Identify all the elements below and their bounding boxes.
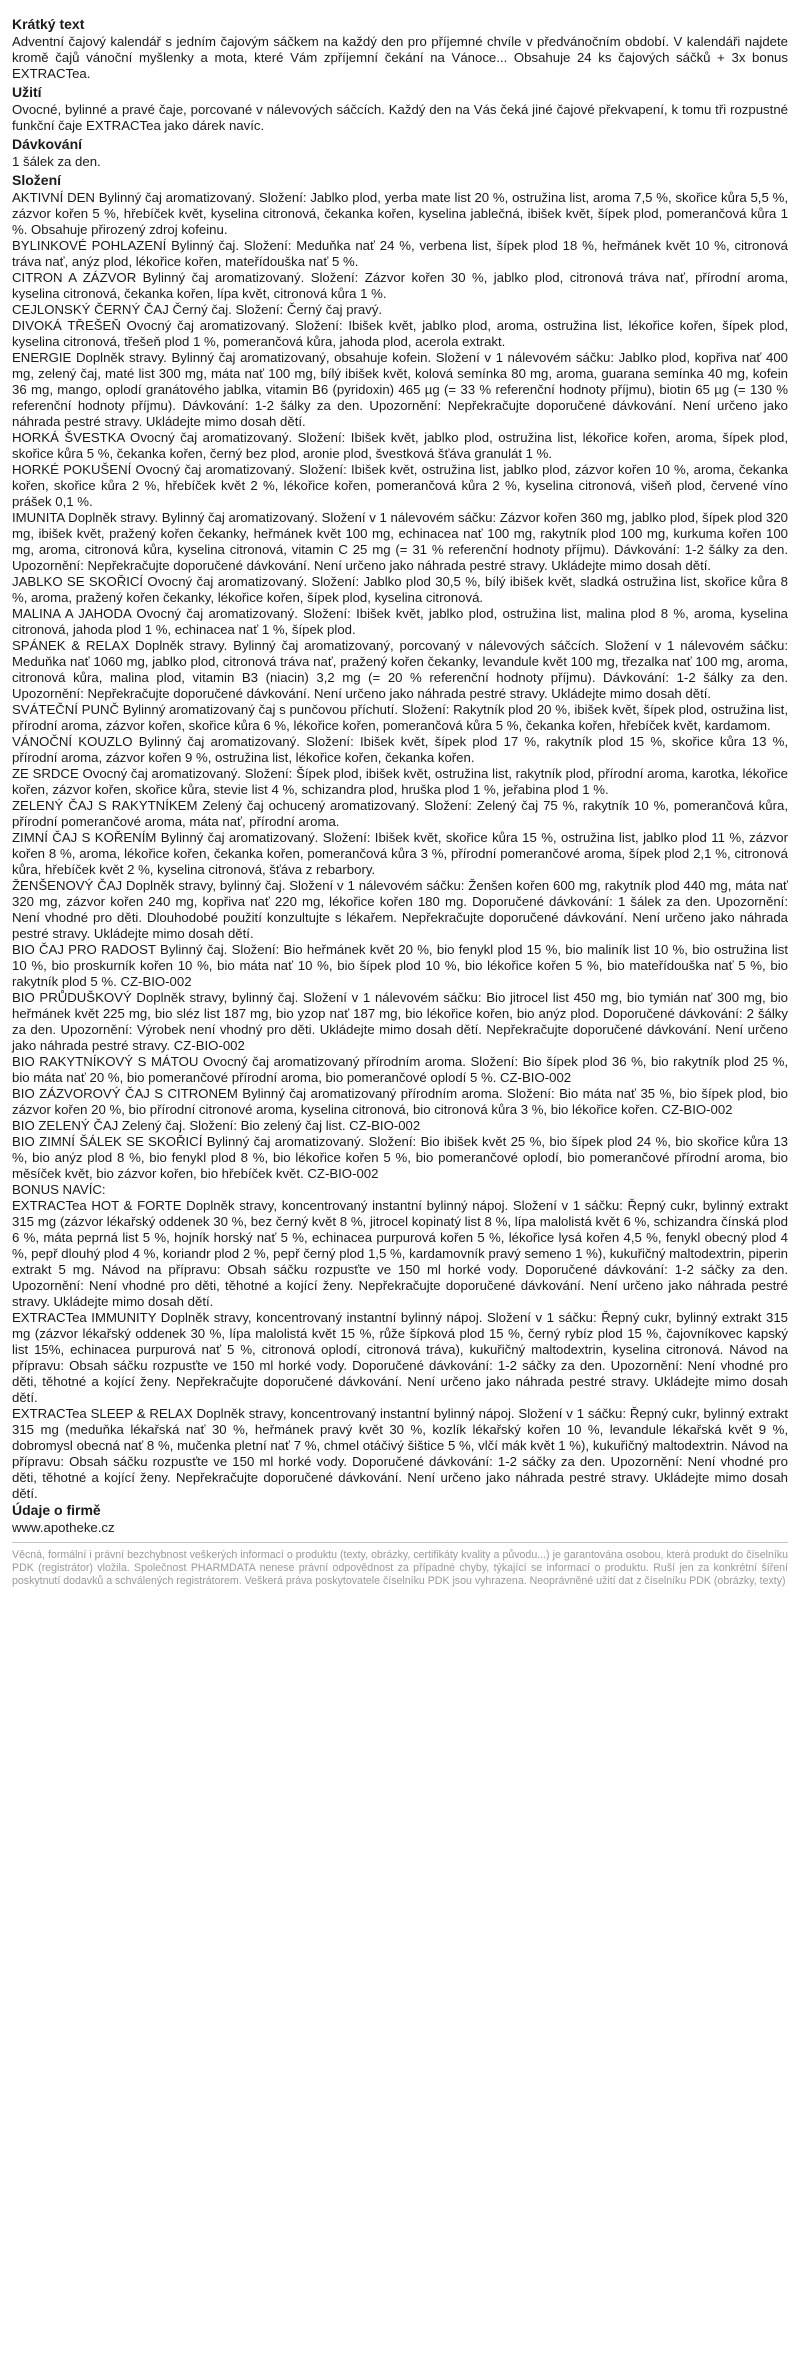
- composition-item: BIO ZELENÝ ČAJ Zelený čaj. Složení: Bio zelený čaj list. CZ-BIO-002: [12, 1118, 421, 1133]
- composition-item: MALINA A JAHODA Ovocný čaj aromatizovaný. Složení: Ibišek květ, jablko plod, ostružina list, malina plod 8 %, aroma, kyselina citronová, jahoda plod 1 %, echinacea nať 1 %, šípek plod.: [12, 606, 788, 637]
- composition-item: ENERGIE Doplněk stravy. Bylinný čaj aromatizovaný, obsahuje kofein. Složení v 1 nálevovém sáčku: Jablko plod, kopřiva nať 400 mg, zelený čaj, maté list 300 mg, máta nať 100 mg, bílý ibišek květ, kolová semínka 80 mg, aroma, guarana semínka 40 mg, kofein 36 mg, mango, oplodí granátového jablka, vitamin B6 (pyridoxin) 465 µg (= 33 % referenční hodnoty příjmu), biotin 65 µg (= 130 % referenční hodnoty příjmu). Dávkování: 1-2 šálky za den. Upozornění: Nepřekračujte doporučené dávkování. Není určeno jako náhrada pestré stravy. Ukládejte mimo dosah dětí.: [12, 350, 788, 429]
- composition-item: BIO PRŮDUŠKOVÝ Doplněk stravy, bylinný čaj. Složení v 1 nálevovém sáčku: Bio jitrocel list 450 mg, bio tymián nať 300 mg, bio heřmánek květ 225 mg, bio sléz list 187 mg, bio yzop nať 187 mg, bio lékořice kořen, bio anýz plod. Doporučené dávkování: 2 šálky za den. Upozornění: Výrobek není vhodný pro děti. Ukládejte mimo dosah dětí. Nepřekračujte doporučené dávkování. Není určeno jako náhrada pestré stravy. CZ-BIO-002: [12, 990, 788, 1053]
- short-text-body: Adventní čajový kalendář s jedním čajovým sáčkem na každý den pro příjemné chvíle v předvánočním období. V kalendáři najdete kromě čajů vánoční myšlenky a mota, které Vám zpříjemní čekání na Vánoce... Obsahuje 24 ks čajových sáčků + 3x bonus EXTRACTea.: [12, 34, 788, 81]
- composition-item: BIO ZÁZVOROVÝ ČAJ S CITRONEM Bylinný čaj aromatizovaný přírodním aroma. Složení: Bio máta nať 35 %, bio šípek plod, bio zázvor kořen 20 %, bio přírodní citronové aroma, kyselina citronová, bio citronová kůra 3 %, bio lékořice kořen. CZ-BIO-002: [12, 1086, 788, 1117]
- composition-item: BONUS NAVÍC:: [12, 1182, 106, 1197]
- composition-list: [12, 190, 788, 1502]
- short-text-heading: Krátký text: [12, 16, 85, 32]
- composition-item: ZE SRDCE Ovocný čaj aromatizovaný. Složení: Šípek plod, ibišek květ, ostružina list, rakytník plod, přírodní aroma, karotka, lékořice kořen, zázvor kořen, skořice kůra, stevie list 4 %, schizandra plod, hruška plod 1 %, jeřabina plod 1 %.: [12, 766, 788, 797]
- company-website-link[interactable]: www.apotheke.cz: [12, 1520, 115, 1535]
- composition-item: CITRON A ZÁZVOR Bylinný čaj aromatizovaný. Složení: Zázvor kořen 30 %, jablko plod, citronová tráva nať, přírodní aroma, kyselina citronová, čekanka kořen, lípa květ, citronová kůra 1 %.: [12, 270, 788, 301]
- usage-heading: Užití: [12, 84, 42, 100]
- composition-item: SVÁTEČNÍ PUNČ Bylinný aromatizovaný čaj s punčovou příchutí. Složení: Rakytník plod 20 %, ibišek květ, šípek plod, ostružina list, přírodní aroma, zázvor kořen, skořice kůra 6 %, lékořice kořen, pomerančová kůra 5 %, čekanka kořen, hřebíček květ, kardamom.: [12, 702, 788, 733]
- composition-item: EXTRACTea SLEEP & RELAX Doplněk stravy, koncentrovaný instantní bylinný nápoj. Složení v 1 sáčku: Řepný cukr, bylinný extrakt 315 mg (meduňka lékařská nať 30 %, heřmánek pravý květ 30 %, kozlík lékařský kořen 10 %, levandule lékařská květ 9 %, dobromysl obecná nať 8 %, mučenka pletní nať 7 %, chmel otáčivý šištice 5 %, vlčí mák květ 1 %), kukuřičný maltodextrin. Návod na přípravu: Obsah sáčku rozpusťte ve 150 ml horké vody. Doporučené dávkování: 1-2 sáčky za den. Upozornění: Není vhodné pro děti, těhotné a kojící ženy. Nepřekračujte doporučené dávkování. Není určeno jako náhrada pestré stravy. Ukládejte mimo dosah dětí.: [12, 1406, 788, 1501]
- dosage-body: 1 šálek za den.: [12, 154, 101, 169]
- composition-item: ŽENŠENOVÝ ČAJ Doplněk stravy, bylinný čaj. Složení v 1 nálevovém sáčku: Ženšen kořen 600 mg, rakytník plod 440 mg, máta nať 320 mg, zázvor kořen 240 mg, kopřiva nať 220 mg, lékořice kořen 180 mg. Doporučené dávkování: 1 šálek za den. Upozornění: Není vhodné pro děti. Dlouhodobé použití konzultujte s lékařem. Nepřekračujte doporučené dávkování. Není určeno jako náhrada pestré stravy. Ukládejte mimo dosah dětí.: [12, 878, 788, 941]
- composition-item: BIO ZIMNÍ ŠÁLEK SE SKOŘICÍ Bylinný čaj aromatizovaný. Složení: Bio ibišek květ 25 %, bio šípek plod 24 %, bio skořice kůra 13 %, bio anýz plod 8 %, bio fenykl plod 8 %, bio lékořice kořen 5 %, bio pomerančové oplodí, bio pomerančové přírodní aroma, bio měsíček květ, bio zázvor kořen, bio hřebíček květ. CZ-BIO-002: [12, 1134, 788, 1181]
- usage-body: Ovocné, bylinné a pravé čaje, porcované v nálevových sáčcích. Každý den na Vás čeká jiné čajové překvapení, k tomu tři rozpustné funkční čaje EXTRACTea jako dárek navíc.: [12, 102, 788, 133]
- composition-item: VÁNOČNÍ KOUZLO Bylinný čaj aromatizovaný. Složení: Ibišek květ, šípek plod 17 %, rakytník plod 15 %, skořice kůra 13 %, přírodní aroma, zázvor kořen 9 %, ostružina list, lékořice kořen, čekanka kořen.: [12, 734, 788, 765]
- composition-item: AKTIVNÍ DEN Bylinný čaj aromatizovaný. Složení: Jablko plod, yerba mate list 20 %, ostružina list, aroma 7,5 %, skořice kůra 5,5 %, zázvor kořen 5 %, hřebíček květ, kyselina citronová, čekanka kořen, kyselina jablečná, ibišek květ, šípek plod, pomerančová kůra 1 %. Obsahuje přirozený zdroj kofeinu.: [12, 190, 788, 237]
- composition-item: BYLINKOVÉ POHLAZENÍ Bylinný čaj. Složení: Meduňka nať 24 %, verbena list, šípek plod 18 %, heřmánek květ 10 %, citronová tráva nať, anýz plod, lékořice kořen, mateřídouška nať 5 %.: [12, 238, 788, 269]
- composition-item: HORKÉ POKUŠENÍ Ovocný čaj aromatizovaný. Složení: Ibišek květ, ostružina list, jablko plod, zázvor kořen 10 %, aroma, čekanka kořen, skořice kůra 2 %, hřebíček květ 2 %, lékořice kořen, pomerančová kůra 2 %, kyselina citronová, višeň plod, červené víno prášek 0,1 %.: [12, 462, 788, 509]
- composition-item: EXTRACTea IMMUNITY Doplněk stravy, koncentrovaný instantní bylinný nápoj. Složení v 1 sáčku: Řepný cukr, bylinný extrakt 315 mg (zázvor lékařský oddenek 30 %, lípa malolistá květ 15 %, růže šípková plod 15 %, černý rybíz plod 15 %, čajovníkovec kapský list 15%, echinacea purpurová nať 5 %, citronová oplodí, citronová tráva), kukuřičný maltodextrin, kyselina citronová. Návod na přípravu: Obsah sáčku rozpusťte ve 150 ml horké vody. Doporučené dávkování: 1-2 sáčky za den. Upozornění: Není vhodné pro děti, těhotné a kojící ženy. Nepřekračujte doporučené dávkování. Není určeno jako náhrada pestré stravy. Ukládejte mimo dosah dětí.: [12, 1310, 788, 1405]
- composition-heading: Složení: [12, 172, 62, 188]
- legal-disclaimer: Věcná, formální i právní bezchybnost veškerých informací o produktu (texty, obrázky, certifikáty kvality a původu...) je garantována osobou, která produkt do číselníku PDK (registrátor) vložila. Společnost PHARMDATA nenese právní odpovědnost za případné chyby, týkající se informací o produktu. Ruší jen za konkrétní šíření poskytnutí dodavků a schválených registrátorem. Veškerá práva poskytovatele číselníku PDK jsou vyhrazena. Neoprávněné užití dat z číselníku PDK (obrázky, texty): [12, 1542, 788, 1588]
- company-heading: Údaje o firmě: [12, 1502, 101, 1518]
- composition-item: BIO RAKYTNÍKOVÝ S MÁTOU Ovocný čaj aromatizovaný přírodním aroma. Složení: Bio šípek plod 36 %, bio rakytník plod 25 %, bio máta nať 20 %, bio pomerančové přírodní aroma, bio pomerančové oplodí 5 %. CZ-BIO-002: [12, 1054, 788, 1085]
- composition-item: DIVOKÁ TŘEŠEŇ Ovocný čaj aromatizovaný. Složení: Ibišek květ, jablko plod, aroma, ostružina list, lékořice kořen, šípek plod, kyselina citronová, třešeň plod 1 %, pomerančová kůra, jahoda plod, acerola extrakt.: [12, 318, 788, 349]
- composition-item: SPÁNEK & RELAX Doplněk stravy. Bylinný čaj aromatizovaný, porcovaný v nálevových sáčcích. Složení v 1 nálevovém sáčku: Meduňka nať 1060 mg, jablko plod, citronová tráva nať, pražený kořen čekanky, levandule květ 100 mg, třezalka nať 100 mg, aroma, citronová kůra, malina plod, vitamin B3 (niacin) 3,2 mg (= 20 % referenční hodnoty příjmu). Dávkování: 1-2 šálky za den. Upozornění: Nepřekračujte doporučené dávkování. Není určeno jako náhrada pestré stravy. Ukládejte mimo dosah dětí.: [12, 638, 788, 701]
- composition-item: BIO ČAJ PRO RADOST Bylinný čaj. Složení: Bio heřmánek květ 20 %, bio fenykl plod 15 %, bio maliník list 10 %, bio ostružina list 10 %, bio proskurník kořen 10 %, bio máta nať 10 %, bio šípek plod 10 %, bio lékořice kořen 5 %, bio mateřídouška nať 5 %, bio rakytník plod 5 %. CZ-BIO-002: [12, 942, 788, 989]
- composition-item: HORKÁ ŠVESTKA Ovocný čaj aromatizovaný. Složení: Ibišek květ, jablko plod, ostružina list, lékořice kořen, aroma, šípek plod, skořice kůra 5 %, čekanka kořen, černý bez plod, aronie plod, švestková šťáva granulát 1 %.: [12, 430, 788, 461]
- dosage-heading: Dávkování: [12, 136, 83, 152]
- composition-item: JABLKO SE SKOŘICÍ Ovocný čaj aromatizovaný. Složení: Jablko plod 30,5 %, bílý ibišek květ, sladká ostružina list, skořice kůra 8 %, aroma, pražený kořen čekanky, lékořice kořen, šípek plod, kyselina citronová.: [12, 574, 788, 605]
- composition-item: ZIMNÍ ČAJ S KOŘENÍM Bylinný čaj aromatizovaný. Složení: Ibišek květ, skořice kůra 15 %, ostružina list, jablko plod 11 %, zázvor kořen 8 %, aroma, lékořice kořen, čekanka kořen, pomerančová kůra 3 %, přírodní pomerančové aroma, šípek plod 2,1 %, citronová kůra, hřebíček květ 2 %, kyselina citronová, šťáva z rebarbory.: [12, 830, 788, 877]
- composition-item: EXTRACTea HOT & FORTE Doplněk stravy, koncentrovaný instantní bylinný nápoj. Složení v 1 sáčku: Řepný cukr, bylinný extrakt 315 mg (zázvor lékařský oddenek 30 %, bez černý květ 8 %, jitrocel kopinatý list 8 %, lípa malolistá květ 6 %, schizandra čínská plod 6 %, máta peprná list 5 %, hojník horský nať 5 %, echinacea purpurová kořen 5 %, lékořice lysá kořen 4,5 %, fenykl obecný plod 4 %, pepř dlouhý plod 4 %, koriandr plod 2 %, pepř černý plod 1,5 %, kardamovník pravý semeno 1 %), kukuřičný maltodextrin, piperin extrakt 5 mg. Návod na přípravu: Obsah sáčku rozpusťte ve 150 ml horké vody. Doporučené dávkování: 1-2 sáčky za den. Upozornění: Není vhodné pro děti, těhotné a kojící ženy. Nepřekračujte doporučené dávkování. Není určeno jako náhrada pestré stravy. Ukládejte mimo dosah dětí.: [12, 1198, 788, 1309]
- composition-item: CEJLONSKÝ ČERNÝ ČAJ Černý čaj. Složení: Černý čaj pravý.: [12, 302, 383, 317]
- composition-item: IMUNITA Doplněk stravy. Bylinný čaj aromatizovaný. Složení v 1 nálevovém sáčku: Zázvor kořen 360 mg, jablko plod, šípek plod 320 mg, ibišek květ, pražený kořen čekanky, heřmánek květ 100 mg, echinacea nať 100 mg, rakytník plod 100 mg, kurkuma kořen 100 mg, aroma, citronová kůra, kyselina citronová, vitamin C 25 mg (= 31 % referenční hodnoty příjmu). Dávkování: 1-2 šálky za den. Upozornění: Nepřekračujte doporučené dávkování. Není určeno jako náhrada pestré stravy. Ukládejte mimo dosah dětí.: [12, 510, 788, 573]
- composition-item: ZELENÝ ČAJ S RAKYTNÍKEM Zelený čaj ochucený aromatizovaný. Složení: Zelený čaj 75 %, rakytník 10 %, pomerančová kůra, přírodní pomerančové aroma, máta nať, přírodní aroma.: [12, 798, 788, 829]
